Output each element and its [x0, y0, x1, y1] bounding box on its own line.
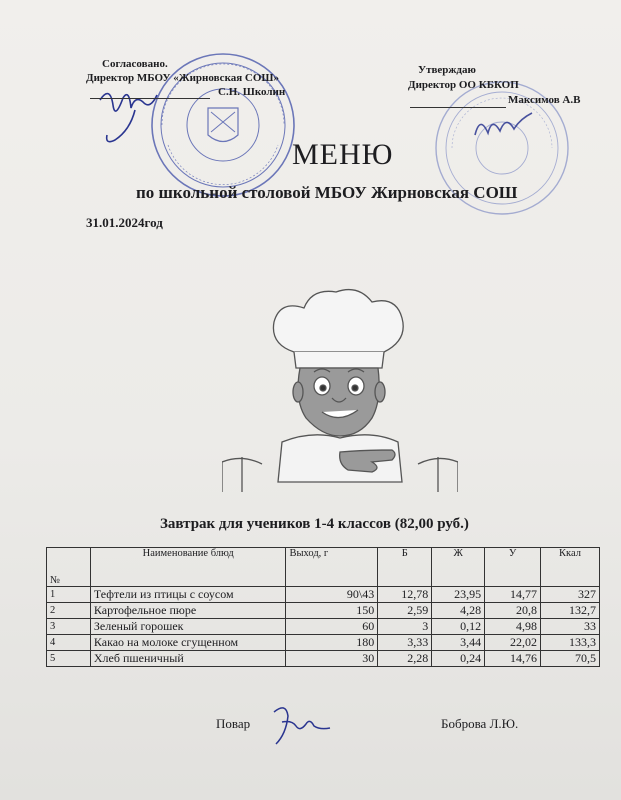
table-row — [47, 635, 600, 651]
carbs-value: 14,77 — [485, 587, 541, 603]
col-header-dish: Наименование блюд — [90, 548, 286, 587]
kcal-value: 133,3 — [541, 635, 600, 651]
approval-left-line3: С.Н. Школин — [218, 86, 286, 98]
output-value: 90\43 — [286, 587, 378, 603]
kcal-value: 132,7 — [541, 603, 600, 619]
approval-left-line1: Согласовано. — [102, 58, 168, 70]
carbs-value: 14,76 — [485, 651, 541, 667]
row-number: 4 — [47, 635, 91, 651]
right-signature — [470, 105, 540, 145]
protein-value: 3,33 — [378, 635, 432, 651]
row-number: 5 — [47, 651, 91, 667]
menu-date: 31.01.2024год — [86, 215, 163, 230]
protein-value: 2,28 — [378, 651, 432, 667]
output-value: 180 — [286, 635, 378, 651]
table-row — [47, 651, 600, 667]
fat-value: 4,28 — [432, 603, 485, 619]
fat-value: 23,95 — [432, 587, 485, 603]
dish-name: Картофельное пюре — [90, 603, 286, 619]
fat-value: 3,44 — [432, 635, 485, 651]
dish-name: Зеленый горошек — [90, 619, 286, 635]
col-header-output: Выход, г — [286, 548, 378, 587]
table-header-row — [47, 548, 600, 587]
col-header-protein: Б — [378, 548, 432, 587]
row-number: 1 — [47, 587, 91, 603]
col-header-number: № — [47, 548, 91, 587]
carbs-value: 4,98 — [485, 619, 541, 635]
page-title: МЕНЮ — [292, 138, 394, 171]
output-value: 30 — [286, 651, 378, 667]
section-title: Завтрак для учеников 1-4 классов (82,00 руб.) — [160, 516, 469, 532]
dish-name: Какао на молоке сгущенном — [90, 635, 286, 651]
kcal-value: 33 — [541, 619, 600, 635]
output-value: 60 — [286, 619, 378, 635]
row-number: 3 — [47, 619, 91, 635]
kcal-value: 327 — [541, 587, 600, 603]
approval-right-line1: Утверждаю — [418, 64, 476, 76]
dish-name: Тефтели из птицы с соусом — [90, 587, 286, 603]
row-number: 2 — [47, 603, 91, 619]
carbs-value: 22,02 — [485, 635, 541, 651]
approval-right-line3: Максимов А.В — [508, 94, 581, 106]
left-signature-line — [90, 98, 210, 99]
page-subtitle: по школьной столовой МБОУ Жирновская СОШ — [136, 183, 518, 202]
approval-right-line2: Директор ОО КБКОП — [408, 79, 519, 91]
output-value: 150 — [286, 603, 378, 619]
table-row — [47, 587, 600, 603]
col-header-fat: Ж — [432, 548, 485, 587]
menu-table — [46, 547, 600, 667]
dish-name: Хлеб пшеничный — [90, 651, 286, 667]
fat-value: 0,24 — [432, 651, 485, 667]
carbs-value: 20,8 — [485, 603, 541, 619]
cook-label: Повар — [216, 716, 251, 731]
cook-signature — [264, 700, 336, 748]
protein-value: 12,78 — [378, 587, 432, 603]
fat-value: 0,12 — [432, 619, 485, 635]
cook-name: Боброва Л.Ю. — [441, 716, 519, 731]
protein-value: 2,59 — [378, 603, 432, 619]
col-header-carbs: У — [485, 548, 541, 587]
col-header-kcal: Ккал — [541, 548, 600, 587]
right-signature-line — [410, 107, 506, 108]
table-row — [47, 603, 600, 619]
table-row — [47, 619, 600, 635]
chef-illustration — [222, 282, 458, 492]
approval-left-line2: Директор МБОУ «Жирновская СОШ» — [86, 72, 280, 84]
protein-value: 3 — [378, 619, 432, 635]
kcal-value: 70,5 — [541, 651, 600, 667]
left-signature — [95, 80, 195, 150]
